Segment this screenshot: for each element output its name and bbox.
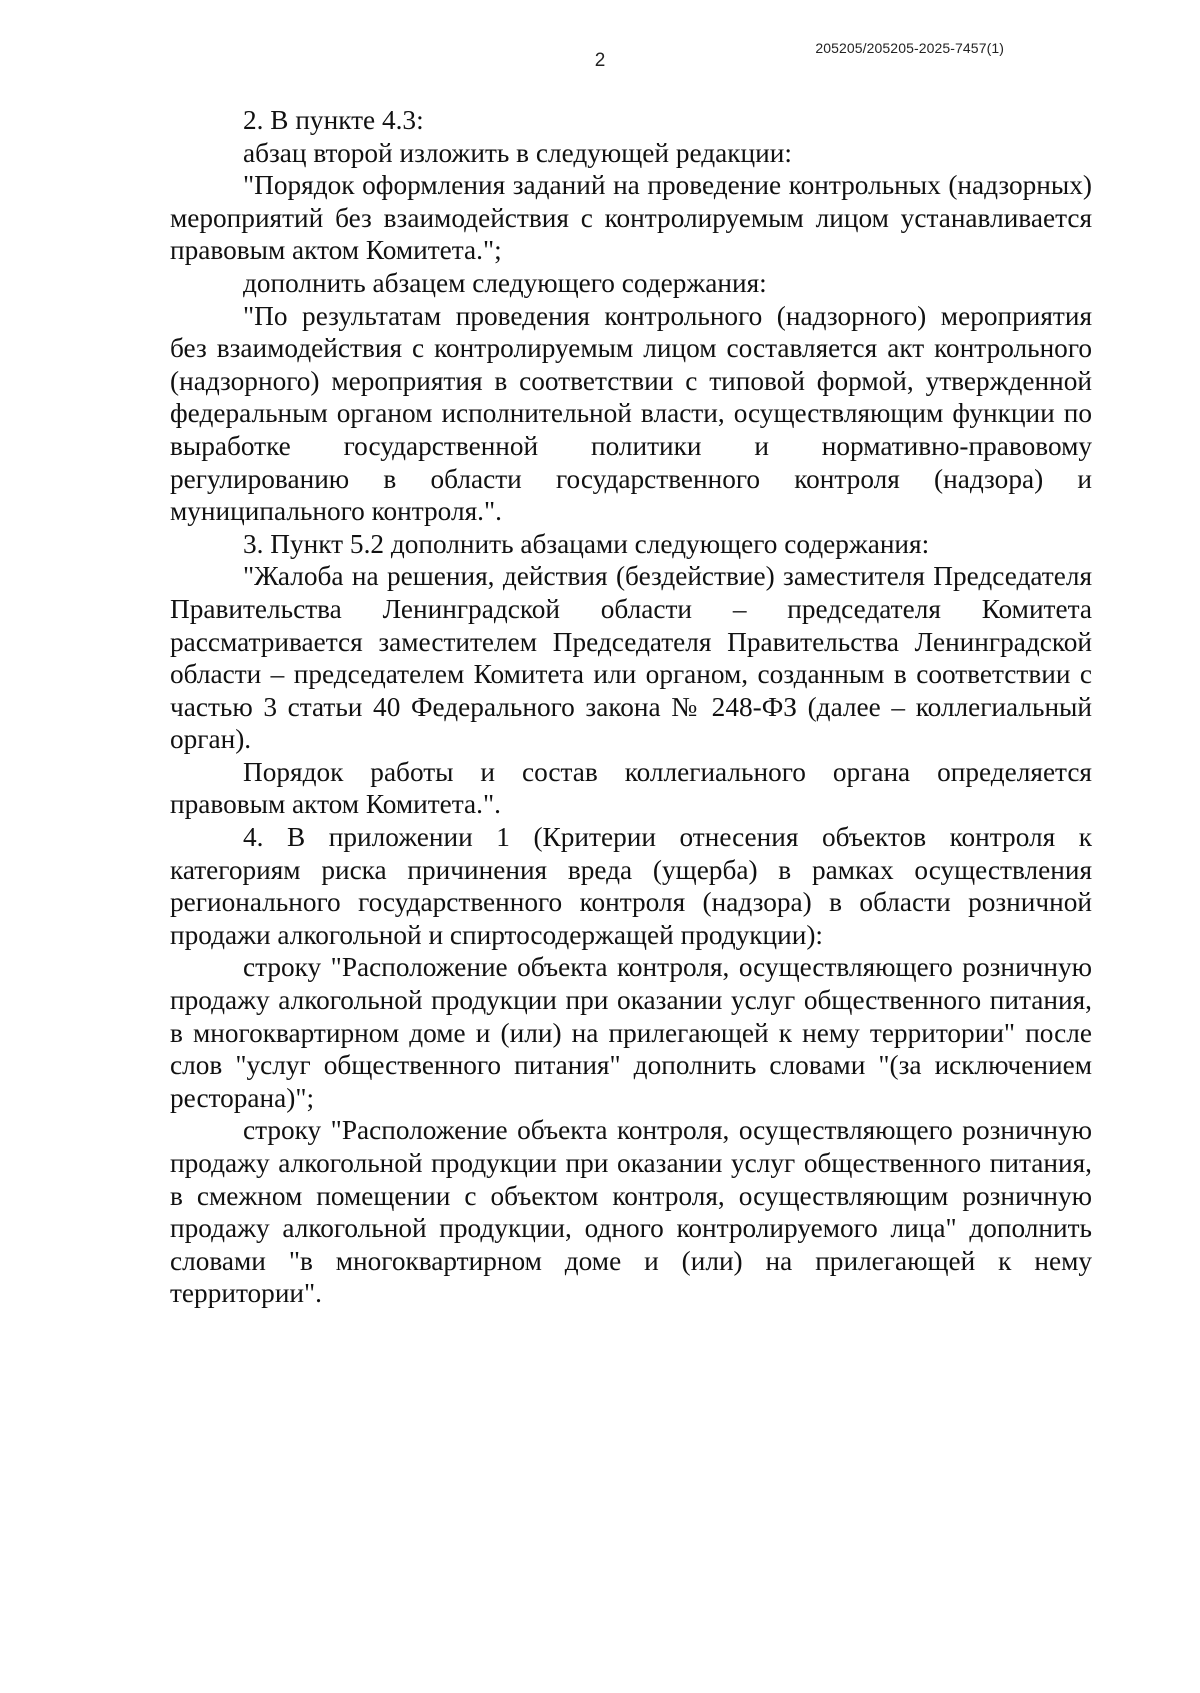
paragraph-item-4-heading: 4. В приложении 1 (Критерии отнесения объектов контроля к категориям риска причинения вреда (ущерба) в рамках осуществления регионального государственного контроля (надзора) в области розничной продажи алкогольной и спиртосодержащей продукции): [170,822,1092,950]
paragraph-quote-collegial-body: Порядок работы и состав коллегиального органа определяется правовым актом Комитета.". [170,756,1092,820]
paragraph-item-2-heading: 2. В пункте 4.3: [243,105,424,135]
paragraph-instruction-add-abzac: дополнить абзацем следующего содержания: [243,267,767,298]
paragraph-row-amendment-2: строку "Расположение объекта контроля, осуществляющего розничную продажу алкогольной продукции при оказании услуг общественного питания, в смежном помещении с объектом контроля, осуществляющим розничную продажу алкогольной продукции, одного контролируемого лица" дополнить словами "в многоквартирном доме и (или) на прилегающей к нему территории". [170,1115,1092,1309]
paragraph-item-3-heading: 3. Пункт 5.2 дополнить абзацами следующего содержания: [243,528,930,559]
paragraph-quote-task-order: "Порядок оформления заданий на проведение контрольных (надзорных) мероприятий без взаимодействия с контролируемым лицом устанавливается правовым актом Комитета."; [170,170,1092,266]
paragraph-row-amendment-1: строку "Расположение объекта контроля, осуществляющего розничную продажу алкогольной продукции при оказании услуг общественного питания, в многоквартирном доме и (или) на прилегающей к нему территории" после слов "услуг общественного питания" дополнить словами "(за исключением ресторана)"; [170,952,1092,1113]
document-id: 205205/205205-2025-7457(1) [815,40,1004,56]
paragraph-quote-complaint: "Жалоба на решения, действия (бездействие) заместителя Председателя Правительства Ленинградской области – председателя Комитета рассматривается заместителем Председателя Правительства Ленинградской области – председателем Комитета или органом, созданным в соответствии с частью 3 статьи 40 Федерального закона № 248-ФЗ (далее – коллегиальный орган). [170,561,1092,755]
paragraph-instruction-second-abzac: абзац второй изложить в следующей редакции: [243,137,792,168]
document-body [170,104,1092,1310]
page-number: 2 [594,50,606,71]
paragraph-quote-inspection-act: "По результатам проведения контрольного (надзорного) мероприятия без взаимодействия с контролируемым лицом составляется акт контрольного (надзорного) мероприятия в соответствии с типовой формой, утвержденной федеральным органом исполнительной власти, осуществляющим функции по выработке государственной политики и нормативно-правовому регулированию в области государственного контроля (надзора) и муниципального контроля.". [170,300,1092,527]
